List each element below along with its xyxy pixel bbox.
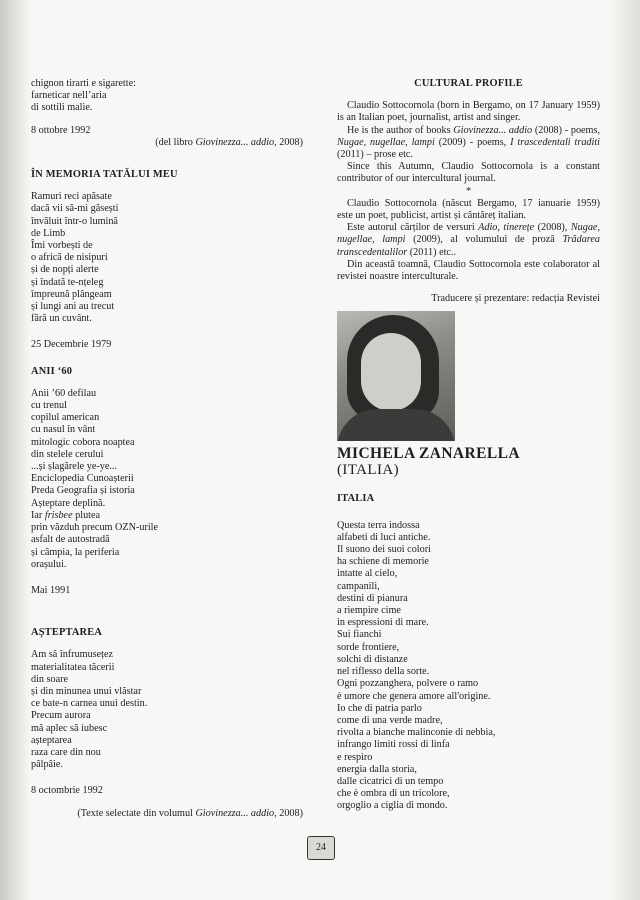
- verse-line: de Limb: [31, 227, 66, 239]
- poem-date: 8 octombrie 1992: [31, 785, 103, 797]
- verse-line: Anii ’60 defilau: [31, 387, 97, 399]
- verse-line: materialitatea tăcerii: [31, 661, 115, 673]
- separator-asterisk: *: [465, 185, 472, 197]
- verse-line: campanili,: [337, 580, 380, 592]
- verse-line: mă aplec să iubesc: [31, 722, 108, 734]
- source-note: (del libro Giovinezza... addio, 2008): [155, 136, 303, 148]
- verse-line: copilul american: [31, 412, 100, 424]
- verse-line: cu nasul în vânt: [31, 424, 96, 436]
- profile-paragraph-en: He is the author of books Giovinezza... addio (2008) - poems, Nugae, nugellae, lampi (2009) - poems, I trascedentali traditi (2011) – prose etc.: [337, 124, 600, 161]
- verse-line: Îmi vorbești de: [31, 240, 93, 252]
- verse-line: Preda Geografia și istoria: [31, 485, 135, 497]
- right-column: [337, 78, 600, 813]
- verse-line: energia dalla storia,: [337, 763, 417, 775]
- verse-line: a riempire cime: [337, 605, 401, 617]
- verse-line: dacă vii să-mi găsești: [31, 203, 119, 215]
- profile-paragraph-ro: Din această toamnă, Claudio Sottocornola este colaborator al revistei noastre interculturale.: [337, 258, 600, 283]
- poem-title: ÎN MEMORIA TATĂLUI MEU: [31, 169, 178, 181]
- verse-line: prin văzduh precum OZN-urile: [31, 522, 159, 534]
- verse-line: orgoglio a ciglia di mondo.: [337, 800, 448, 812]
- poem-date: 8 ottobre 1992: [31, 124, 91, 136]
- author-country: (ITALIA): [337, 462, 399, 479]
- verse-line: farneticar nell’aria: [31, 90, 107, 102]
- verse-line: mitologic cobora noaptea: [31, 436, 135, 448]
- profile-paragraph-en: Since this Autumn, Claudio Sottocornola is a constant contributor of our intercultural journal.: [337, 161, 600, 185]
- author-name: MICHELA ZANARELLA: [337, 445, 520, 463]
- verse-line: intatte al cielo,: [337, 568, 398, 580]
- author-photo: [337, 311, 455, 441]
- verse-line: cu trenul: [31, 400, 67, 412]
- verse-line: sorde frontiere,: [337, 641, 400, 653]
- verse-line: și lungi ani au trecut: [31, 301, 115, 313]
- verse-line: Am să înfrumusețez: [31, 649, 114, 661]
- verse-line: pâlpâie.: [31, 759, 63, 771]
- verse-line: in espressioni di mare.: [337, 617, 429, 629]
- verse-line: ha schiene di memorie: [337, 556, 429, 568]
- verse-line: Iar frisbee plutea: [31, 509, 101, 521]
- poem-body: [31, 191, 303, 325]
- verse-line: solchi di distanze: [337, 653, 408, 665]
- right-edge-shadow: [610, 0, 640, 900]
- profile-paragraph-ro: Claudio Sottocornola (născut Bergamo, 17 ianuarie 1959) este un poet, publicist, artist și cântăreț italian.: [337, 197, 600, 222]
- verse-line: infrango limiti rossi di linfa: [337, 739, 450, 751]
- poem-date: Mai 1991: [31, 584, 71, 596]
- verse-line: Așteptare deplină.: [31, 497, 106, 509]
- verse-line: dalle cicatrici di un tempo: [337, 775, 444, 787]
- profile-paragraph-en: Claudio Sottocornola (born in Bergamo, on 17 January 1959) is an Italian poet, journalist, artist and singer.: [337, 100, 600, 124]
- verse-line: Sui fianchi: [337, 629, 382, 641]
- verse-line: ...și șlagărele ye-ye...: [31, 461, 117, 473]
- verse-line: Io che di patria parlo: [337, 702, 422, 714]
- verse-line: destini di pianura: [337, 592, 408, 604]
- verse-line: o africă de nisipuri: [31, 252, 108, 264]
- verse-line: și de nopți alerte: [31, 264, 99, 276]
- poem-body: [31, 388, 303, 571]
- verse-line: orașului.: [31, 558, 67, 570]
- profile-paragraph-ro: Este autorul cărților de versuri Adio, tinerețe (2008), Nugae, nugellae, lampi (2009), al volumului de proză Trădarea transcedentalilor (2011) etc..: [337, 222, 600, 258]
- verse-line: din soare: [31, 673, 69, 685]
- source-note: (Texte selectate din volumul Giovinezza... addio, 2008): [77, 807, 303, 819]
- verse-line: așteptarea: [31, 734, 72, 746]
- verse-line: alfabeti di luci antiche.: [337, 531, 431, 543]
- verse-line: Ogni pozzanghera, polvere o ramo: [337, 678, 479, 690]
- poem-title: AȘTEPTAREA: [31, 627, 103, 639]
- verse-line: Enciclopedia Cunoașterii: [31, 473, 134, 485]
- left-edge-shadow: [0, 0, 30, 900]
- translation-credit: Traducere și prezentare: redacția Revistei: [431, 293, 600, 305]
- verse-line: asfalt de autostradă: [31, 534, 110, 546]
- poem-body: [337, 520, 600, 813]
- verse-line: è umore che genera amore all'origine.: [337, 690, 491, 702]
- verse-line: e respiro: [337, 751, 373, 763]
- verse-line: Il suono dei suoi colori: [337, 544, 431, 556]
- section-title: CULTURAL PROFILE: [414, 78, 523, 89]
- verse-line: Precum aurora: [31, 710, 91, 722]
- verse-line: din stelele cerului: [31, 448, 104, 460]
- left-column: [31, 78, 303, 820]
- page-number: 24: [307, 836, 335, 860]
- poem1-tail: [31, 78, 303, 115]
- verse-line: rivolta a bianche malinconie di nebbia,: [337, 727, 496, 739]
- poem-title: ANII ‘60: [31, 365, 73, 377]
- verse-line: ce bate-n carnea unui destin.: [31, 698, 148, 710]
- verse-line: chignon tirarti e sigarette:: [31, 78, 136, 89]
- verse-line: Ramuri reci apăsate: [31, 191, 112, 203]
- verse-line: di sottili malie.: [31, 102, 93, 114]
- verse-line: come di una verde madre,: [337, 714, 443, 726]
- verse-line: Questa terra indossa: [337, 519, 420, 531]
- poem-date: 25 Decembrie 1979: [31, 339, 112, 351]
- verse-line: și câmpia, la periferia: [31, 546, 120, 558]
- verse-line: che è ombra di un tricolore,: [337, 788, 450, 800]
- verse-line: nel riflesso della sorte.: [337, 666, 430, 678]
- poem-body: [31, 649, 303, 771]
- verse-line: și din minunea unui vlăstar: [31, 685, 142, 697]
- poem-title: ITALIA: [337, 493, 375, 505]
- verse-line: și îndată te-nțeleg: [31, 276, 104, 288]
- verse-line: împreună plângeam: [31, 288, 112, 300]
- verse-line: raza care din nou: [31, 746, 101, 758]
- verse-line: învăluit într-o lumină: [31, 215, 118, 227]
- verse-line: fără un cuvânt.: [31, 313, 92, 325]
